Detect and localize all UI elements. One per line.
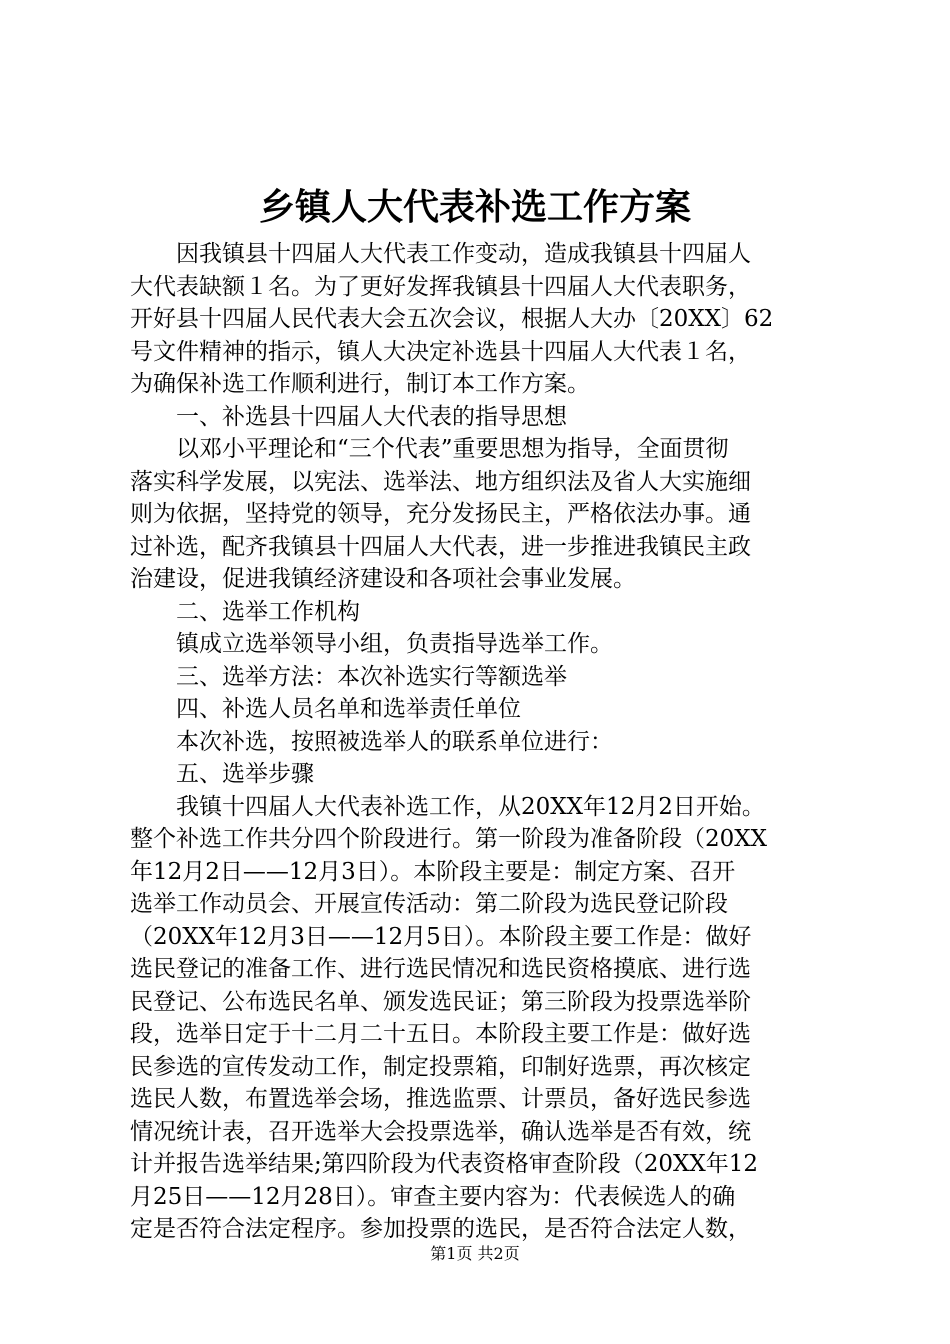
body-line: （20XX年12月3日——12月5日）。本阶段主要工作是：做好 — [130, 923, 752, 950]
page-number-footer: 第1页 共2页 — [430, 1244, 520, 1263]
body-line: 大代表缺额１名。为了更好发挥我镇县十四届人大代表职务， — [130, 273, 751, 300]
body-line: 选民人数，布置选举会场，推选监票、计票员，备好选民参选 — [130, 1086, 751, 1112]
body-line: 镇成立选举领导小组，负责指导选举工作。 — [176, 631, 613, 657]
body-line: 民参选的宣传发动工作，制定投票箱，印制好选票，再次核定 — [130, 1053, 751, 1080]
body-line: 过补选，配齐我镇县十四届人大代表，进一步推进我镇民主政 — [130, 533, 751, 560]
document-body — [130, 238, 830, 1246]
body-line: 落实科学发展，以宪法、选举法、地方组织法及省人大实施细 — [130, 468, 751, 495]
body-line: 二、选举工作机构 — [176, 598, 360, 625]
body-line: 以邓小平理论和“三个代表”重要思想为指导，全面贯彻 — [176, 436, 729, 462]
body-line: 定是否符合法定程序。参加投票的选民，是否符合法定人数， — [130, 1216, 751, 1242]
body-line: 则为依据，坚持党的领导，充分发扬民主，严格依法办事。通 — [130, 501, 751, 527]
body-line: 我镇十四届人大代表补选工作，从20XX年12月2日开始。 — [176, 793, 765, 820]
body-line: 五、选举步骤 — [176, 761, 314, 787]
body-line: 选举工作动员会、开展宣传活动：第二阶段为选民登记阶段 — [130, 891, 728, 917]
body-line: 年12月2日——12月3日）。本阶段主要是：制定方案、召开 — [130, 858, 736, 885]
document-title: 乡镇人大代表补选工作方案 — [258, 186, 691, 228]
body-line: 段，选举日定于十二月二十五日。本阶段主要工作是：做好选 — [130, 1021, 751, 1047]
body-line: 选民登记的准备工作、进行选民情况和选民资格摸底、进行选 — [130, 956, 751, 982]
body-line: 一、补选县十四届人大代表的指导思想 — [176, 403, 567, 430]
body-line: 四、补选人员名单和选举责任单位 — [176, 696, 521, 722]
body-line: 月25日——12月28日）。审查主要内容为：代表候选人的确 — [130, 1183, 736, 1210]
body-line: 号文件精神的指示，镇人大决定补选县十四届人大代表１名， — [130, 338, 751, 365]
body-line: 情况统计表，召开选举大会投票选举，确认选举是否有效，统 — [130, 1118, 751, 1145]
body-line: 民登记、公布选民名单、颁发选民证；第三阶段为投票选举阶 — [130, 988, 751, 1015]
body-line: 本次补选，按照被选举人的联系单位进行： — [176, 728, 613, 755]
body-line: 三、选举方法：本次补选实行等额选举 — [176, 663, 567, 690]
body-line: 因我镇县十四届人大代表工作变动，造成我镇县十四届人 — [176, 241, 751, 267]
body-line: 开好县十四届人民代表大会五次会议，根据人大办〔20XX〕62 — [130, 306, 774, 332]
body-line: 为确保补选工作顺利进行，制订本工作方案。 — [130, 371, 590, 397]
body-line: 治建设，促进我镇经济建设和各项社会事业发展。 — [130, 566, 636, 592]
body-line: 整个补选工作共分四个阶段进行。第一阶段为准备阶段（20XX — [130, 826, 768, 852]
body-line: 计并报告选举结果;第四阶段为代表资格审查阶段（20XX年12 — [130, 1151, 759, 1177]
